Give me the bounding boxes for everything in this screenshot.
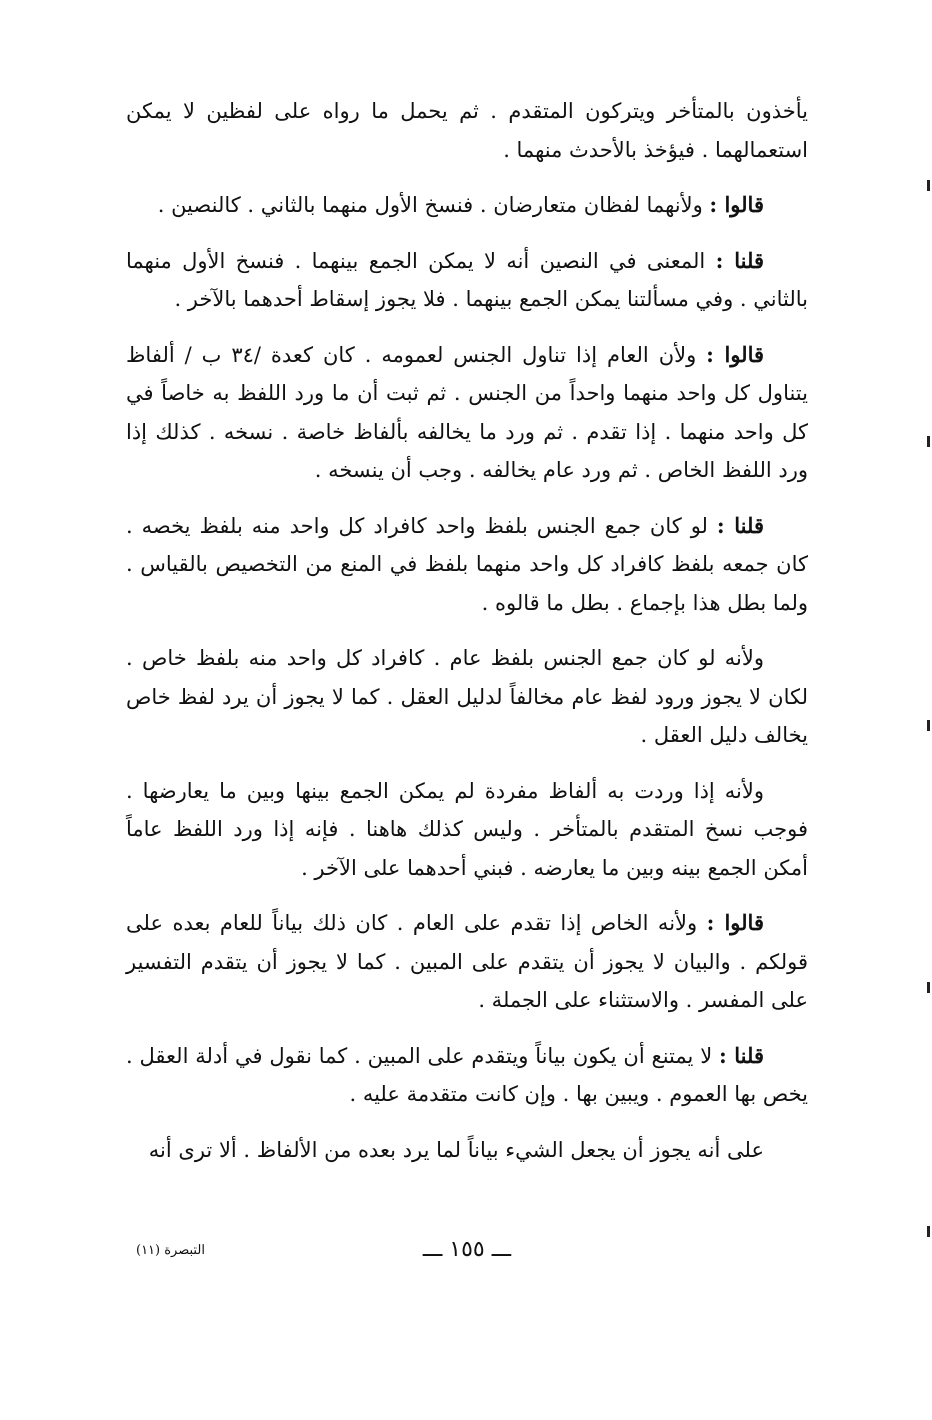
paragraph-lead: قلنا : — [719, 1042, 764, 1068]
paragraph-lead: قالوا : — [709, 192, 764, 217]
page-footer — [126, 1237, 808, 1267]
paragraph-text: لا يمتنع أن يكون بياناً ويتقدم على المبين . كما نقول في أدلة العقل . يخص بها العموم . ويبين بها . وإن كانت متقدمة عليه . — [126, 1043, 808, 1106]
paragraph-text: ولأنه إذا وردت به ألفاظ مفردة لم يمكن الجمع بينها وبين ما يعارضها . فوجب نسخ المتقدم بالمتأخر . وليس كذلك هاهنا . فإنه إذا ورد اللفظ عاماً أمكن الجمع بينه وبين ما يعارضه . فبني أحدهما على الآخر . — [126, 778, 808, 880]
paragraph-lead: قلنا : — [715, 247, 764, 273]
paragraph-text: لو كان جمع الجنس بلفظ واحد كافراد كل واحد منه بلفظ يخصه . كان جمعه بلفظ كافراد كل واحد منهما بلفظ في المنع من التخصيص بالقياس . ولما بطل هذا بإجماع . بطل ما قالوه . — [126, 513, 808, 615]
paragraph-2 — [126, 186, 808, 225]
paragraph-lead: قلنا : — [716, 512, 764, 538]
paragraph-3 — [126, 242, 808, 319]
page-body — [126, 92, 808, 1186]
paragraph-text: ولأن العام إذا تناول الجنس لعمومه . كان كعدة /٣٤ ب / ألفاظ يتناول كل واحد منهما واحداً من الجنس . ثم ثبت أن ما ورد اللفظ به خاصاً في كل واحد منهما . إذا تقدم . ثم ورد ما يخالفه بألفاظ خاصة . نسخه . كذلك إذا ورد اللفظ الخاص . ثم ورد عام يخالفه . وجب أن ينسخه . — [126, 342, 808, 482]
book-reference: التبصرة (١١) — [136, 1243, 205, 1258]
paragraph-8 — [126, 904, 808, 1020]
paragraph-10 — [126, 1131, 808, 1170]
paragraph-9 — [126, 1037, 808, 1114]
paragraph-text: ولأنه لو كان جمع الجنس بلفظ عام . كافراد كل واحد منه بلفظ خاص . لكان لا يجوز ورود لفظ عام مخالفاً لدليل العقل . كما لا يجوز أن يرد لفظ خاص يخالف دليل العقل . — [126, 646, 808, 747]
margin-mark — [927, 720, 930, 731]
paragraph-text: يأخذون بالمتأخر ويتركون المتقدم . ثم يحمل ما رواه على لفظين لا يمكن استعمالهما . فيؤخذ بالأحدث منهما . — [126, 99, 808, 162]
margin-mark — [927, 180, 930, 191]
paragraph-text: المعنى في النصين أنه لا يمكن الجمع بينهما . فنسخ الأول منهما بالثاني . وفي مسألتنا يمكن الجمع بينهما . فلا يجوز إسقاط أحدهما بالآخر . — [126, 248, 808, 311]
paragraph-lead: قالوا : — [706, 341, 765, 367]
paragraph-lead: قالوا : — [706, 910, 764, 935]
paragraph-1 — [126, 92, 808, 169]
paragraph-4 — [126, 336, 808, 490]
paragraph-text: ولأنهما لفظان متعارضان . فنسخ الأول منهما بالثاني . كالنصين . — [157, 193, 710, 217]
paragraph-text: على أنه يجوز أن يجعل الشيء بياناً لما يرد بعده من الألفاظ . ألا ترى أنه — [148, 1137, 764, 1162]
margin-mark — [927, 436, 930, 447]
paragraph-7 — [126, 772, 808, 888]
margin-mark — [927, 982, 930, 993]
paragraph-text: ولأنه الخاص إذا تقدم على العام . كان ذلك بياناً للعام بعده على قولكم . والبيان لا يجوز أن يتقدم على المبين . كما لا يجوز أن يتقدم التفسير على المفسر . والاستثناء على الجملة . — [126, 911, 808, 1012]
margin-mark — [927, 1226, 930, 1237]
page-number: ـــ ١٥٥ ـــ — [422, 1237, 512, 1262]
paragraph-5 — [126, 507, 808, 623]
paragraph-6 — [126, 639, 808, 755]
